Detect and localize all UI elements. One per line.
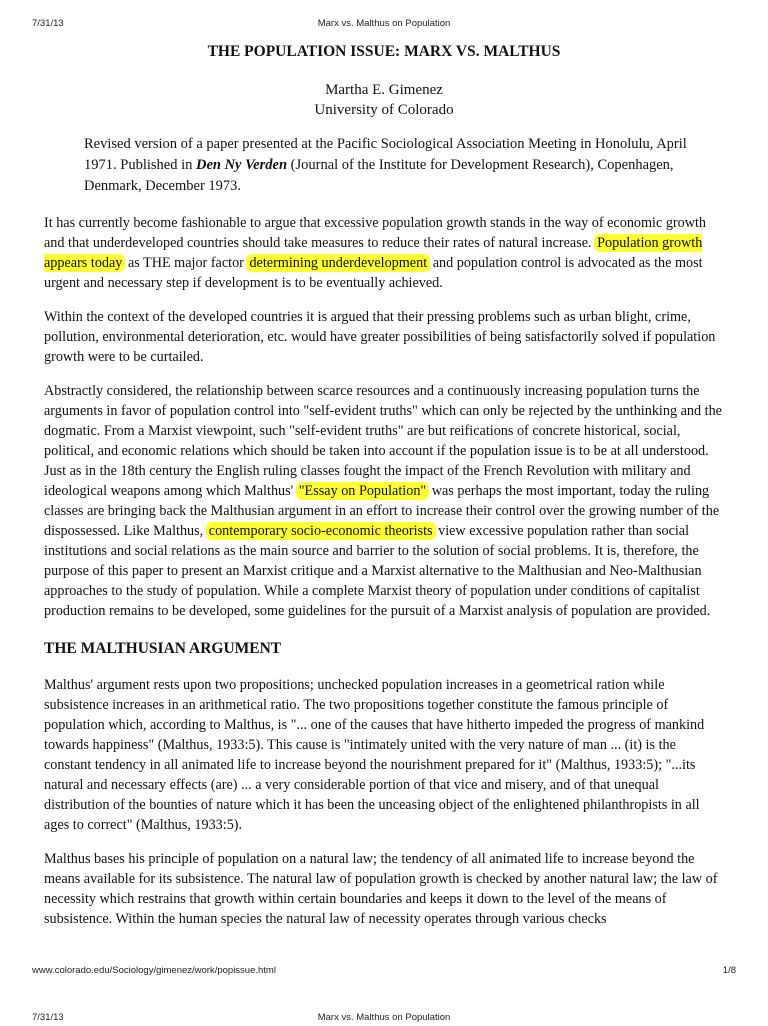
note-text-before: Revised version of a paper presented at the Pacific Sociological Association Meeting in Honolulu, April 1971. Published in [84, 136, 687, 173]
author-name: Martha E. Gimenez [325, 82, 443, 98]
print-date: 7/31/13 [32, 18, 64, 29]
highlight-population-growth: Population growth appears today [44, 235, 703, 271]
p1-text-b: as THE major factor [124, 255, 248, 271]
next-page-date: 7/31/13 [32, 1012, 64, 1023]
paragraph-3 [44, 381, 724, 621]
highlight-determining-underdevelopment: determining underdevelopment [249, 255, 428, 271]
p3-text-c: view excessive population rather than social institutions and social relations as the main source and barrier to the solution of social problems. It is, therefore, the purpose of this paper to present an Marxist critique and a Marxist alternative to the Malthusian and Neo-Malthusian approaches to the study of population. While a complete Marxist theory of population under conditions of capitalist production remains to be developed, some guidelines for the pursuit of a Marxist analysis of population are provided. [44, 523, 711, 619]
page-number: 1/8 [722, 965, 736, 976]
print-footer [32, 965, 736, 979]
paragraph-2: Within the context of the developed countries it is argued that their pressing problems such as urban blight, crime, pollution, environmental deterioration, etc. would have greater possibilities of being satisfactorily solved if population growth were to be curtailed. [44, 309, 716, 365]
next-page-title: Marx vs. Malthus on Population [317, 1012, 451, 1023]
publication-note [84, 134, 720, 197]
p1-text-a: It has currently become fashionable to argue that excessive population growth stands in the way of economic growth and that underdeveloped countries should take measures to reduce their rates of natural increase. [44, 215, 707, 251]
print-title: Marx vs. Malthus on Population [317, 18, 451, 29]
author-affiliation: University of Colorado [314, 102, 454, 118]
p1-text-c: and population control is advocated as the most urgent and necessary step if development is to be eventually achieved. [44, 255, 703, 291]
paragraph-4: Malthus' argument rests upon two propositions; unchecked population increases in a geometrical ration while subsistence increases in an arithmetical ratio. The two propositions together constitute the famous principle of population which, according to Malthus, is "... one of the causes that have hitherto impeded the progress of mankind towards happiness" (Malthus, 1933:5). This cause is "intimately united with the very nature of man ... (it) is the constant tendency in all animated life to increase beyond the nourishment prepared for it" (Malthus, 1933:5); "...its natural and necessary effects (are) ... a very considerable portion of that vice and misery, and of that unequal distribution of the bounties of nature which it has been the unceasing object of the enlightened philanthropists in all ages to correct" (Malthus, 1933:5). [44, 677, 705, 833]
note-text-after: (Journal of the Institute for Development Research), Copenhagen, Denmark, December 1973. [84, 157, 674, 194]
paragraph-5: Malthus bases his principle of population on a natural law; the tendency of all animated life to increase beyond the means available for its subsistence. The natural law of population growth is checked by another natural law; the law of necessity which restrains that growth within certain boundaries and keeps it down to the level of the means of subsistence. Within the human species the natural law of necessity operates through various checks [44, 851, 718, 927]
print-url: www.colorado.edu/Sociology/gimenez/work/popissue.html [32, 965, 276, 976]
paragraph-1 [44, 213, 724, 293]
section-heading: THE MALTHUSIAN ARGUMENT [44, 640, 282, 657]
p3-text-b: was perhaps the most important, today the ruling classes are bringing back the Malthusian argument in an effort to increase their control over the growing number of the dispossessed. Like Malthus, [44, 483, 720, 539]
journal-name: Den Ny Verden [195, 157, 288, 173]
print-header [32, 18, 736, 32]
highlight-essay-on-population: "Essay on Population" [298, 483, 427, 499]
document-title: THE POPULATION ISSUE: MARX VS. MALTHUS [207, 43, 561, 60]
p3-text-a: Abstractly considered, the relationship between scarce resources and a continuously increasing population turns the arguments in favor of population control into "self-evident truths" which can only be rejected by the unthinking and the dogmatic. From a Marxist viewpoint, such "self-evident truths" are but reifications of concrete historical, social, political, and economic relations which should be taken into account if the population issue is to be at all understood. Just as in the 18th century the English ruling classes fought the impact of the French Revolution with military and ideological weapons among which Malthus' [44, 383, 722, 499]
author-block [44, 80, 724, 120]
document-body [44, 42, 724, 943]
highlight-contemporary-theorists: contemporary socio-economic theorists [208, 523, 433, 539]
